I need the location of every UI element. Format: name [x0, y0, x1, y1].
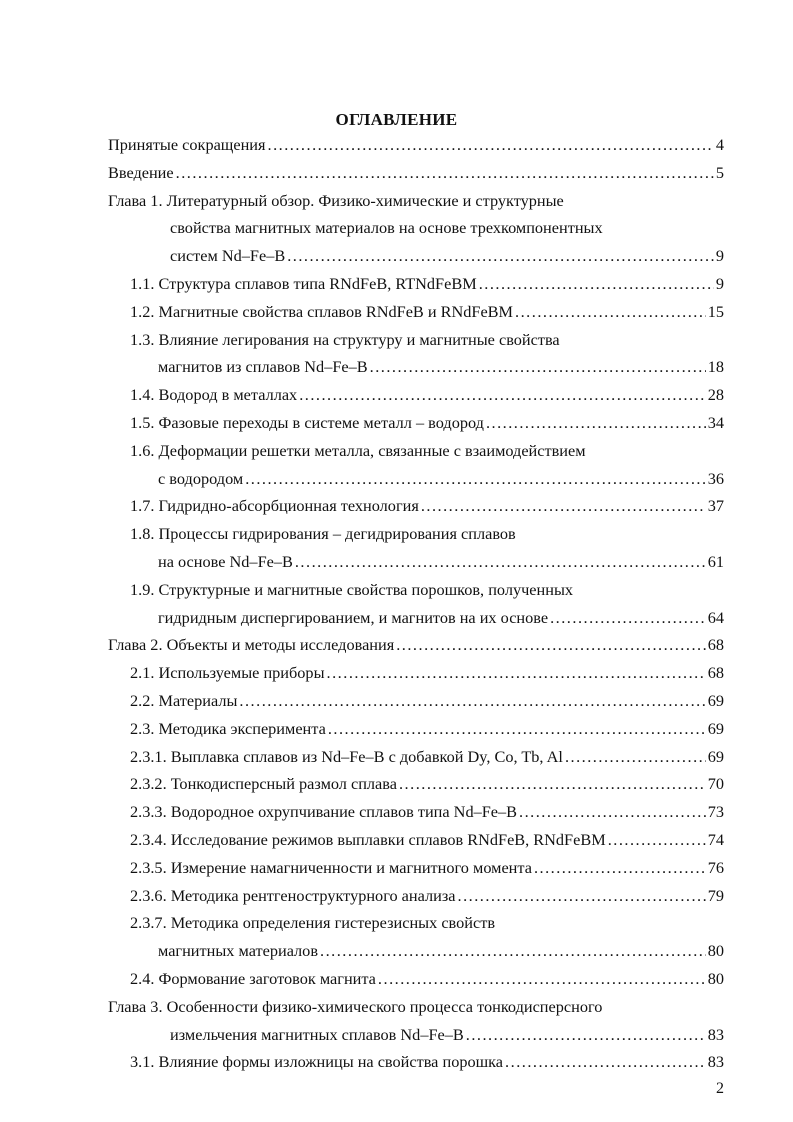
toc-entry[interactable] [130, 579, 724, 601]
toc-entry[interactable] [130, 885, 724, 907]
toc-entry[interactable] [130, 857, 724, 879]
toc-entry-continuation[interactable] [158, 468, 724, 490]
toc-entry-text: Глава 2. Объекты и методы исследования [108, 635, 395, 655]
toc-entry[interactable] [130, 773, 724, 795]
toc-page-number: 9 [715, 274, 724, 293]
toc-page-number: 69 [707, 746, 724, 766]
toc-page-number: 37 [707, 496, 724, 516]
toc-page-number: 74 [707, 830, 724, 849]
toc-entry[interactable] [130, 912, 724, 934]
toc-entry-text: 3.1. Влияние формы изложницы на свойства порошка [130, 1052, 504, 1072]
toc-entry-text: Введение [108, 162, 174, 182]
dot-leader [466, 1024, 706, 1046]
dot-leader [268, 134, 714, 156]
toc-entry[interactable] [130, 662, 724, 684]
toc-entry-text: на основе Nd–Fe–B [158, 552, 293, 571]
toc-page-number: 83 [707, 1024, 724, 1044]
toc-page-number: 83 [707, 1052, 724, 1072]
toc-entry-text: 1.1. Структура сплавов типа RNdFeB, RTNdFeBM [130, 274, 477, 293]
toc-entry[interactable] [108, 996, 724, 1018]
dot-leader [245, 468, 706, 490]
dot-leader [519, 801, 706, 823]
toc-entry-continuation[interactable] [170, 1024, 724, 1046]
toc-entry[interactable] [130, 523, 724, 545]
toc-page-number: 15 [707, 301, 724, 321]
toc-entry-text: 2.3.1. Выплавка сплавов из Nd–Fe–B с добавкой Dy, Co, Tb, Al [130, 746, 563, 766]
dot-leader [479, 273, 714, 295]
toc-entry-continuation[interactable] [170, 217, 724, 239]
toc-entry-text: 1.8. Процессы гидрирования – дегидрирования сплавов [130, 524, 516, 544]
toc-entry-text: 2.3.5. Измерение намагниченности и магнитного момента [130, 857, 532, 877]
toc-entry-text: 1.3. Влияние легирования на структуру и магнитные свойства [130, 329, 560, 349]
toc-entry[interactable] [130, 273, 724, 295]
toc-page-number: 28 [707, 385, 724, 405]
toc-entry-text: свойства магнитных материалов на основе трехкомпонентных [170, 218, 603, 238]
toc-page-number: 61 [707, 552, 724, 571]
dot-leader [534, 857, 706, 879]
dot-leader [421, 495, 706, 517]
dot-leader [396, 634, 706, 656]
toc-entry-text: 2.3.3. Водородное охрупчивание сплавов типа Nd–Fe–B [130, 802, 518, 822]
toc-page-number: 68 [707, 635, 724, 655]
toc-entry[interactable] [130, 801, 724, 823]
toc-entry-text: 1.2. Магнитные свойства сплавов RNdFeB и RNdFeBM [130, 301, 514, 321]
dot-leader [370, 356, 706, 378]
toc-entry[interactable] [130, 412, 724, 434]
toc-entry[interactable] [130, 1051, 724, 1073]
toc-entry-continuation[interactable] [158, 940, 724, 962]
dot-leader [515, 301, 706, 323]
toc-entry-text: 2.3. Методика эксперимента [130, 718, 326, 738]
toc-page-number: 5 [715, 162, 724, 182]
toc-entry[interactable] [130, 968, 724, 990]
toc-page-number: 76 [707, 857, 724, 877]
toc-page-number: 79 [707, 885, 724, 905]
toc-page-number: 34 [707, 413, 724, 432]
dot-leader [299, 384, 706, 406]
toc-entry[interactable] [108, 634, 724, 656]
toc-entry[interactable] [108, 134, 724, 156]
toc-entry-text: 2.3.6. Методика рентгеноструктурного анализа [130, 885, 456, 905]
toc-entry-continuation[interactable] [170, 245, 724, 267]
toc-entry-text: 2.1. Используемые приборы [130, 663, 325, 683]
toc-entry[interactable] [130, 329, 724, 351]
toc-page-number: 69 [707, 691, 724, 710]
dot-leader [565, 746, 706, 768]
toc-entry-text: 1.6. Деформации решетки металла, связанные с взаимодействием [130, 440, 586, 460]
toc-page-number: 4 [715, 135, 724, 154]
toc-entry-text: 1.9. Структурные и магнитные свойства порошков, полученных [130, 579, 574, 599]
dot-leader [550, 607, 706, 629]
toc-page-number: 69 [707, 718, 724, 738]
page-number: 2 [716, 1080, 724, 1097]
toc-entry[interactable] [130, 718, 724, 740]
toc-entry-text: 2.3.7. Методика определения гистерезисных свойств [130, 913, 496, 933]
dot-leader [608, 829, 706, 851]
toc-entry[interactable] [130, 384, 724, 406]
toc-entry-text: 1.5. Фазовые переходы в системе металл – водород [130, 413, 484, 432]
toc-entry[interactable] [108, 162, 724, 184]
toc-page-number: 64 [707, 607, 724, 627]
toc-entry-text: систем Nd–Fe–B [170, 246, 286, 266]
toc-entry[interactable] [130, 746, 724, 768]
dot-leader [486, 412, 706, 434]
dot-leader [399, 773, 706, 795]
dot-leader [458, 885, 706, 907]
toc-entry-continuation[interactable] [158, 607, 724, 629]
toc-entry-text: 2.2. Материалы [130, 691, 238, 710]
toc-entry-text: измельчения магнитных сплавов Nd–Fe–B [170, 1024, 464, 1044]
toc-entry[interactable] [108, 190, 724, 212]
toc-entry[interactable] [130, 301, 724, 323]
toc-entry-text: 2.3.2. Тонкодисперсный размол сплава [130, 774, 397, 794]
toc-entry-text: Глава 3. Особенности физико-химического процесса тонкодисперсного [108, 996, 603, 1016]
dot-leader [239, 690, 705, 712]
toc-title: ОГЛАВЛЕНИЕ [335, 110, 458, 129]
toc-page-number: 68 [707, 663, 724, 683]
dot-leader [505, 1051, 706, 1073]
toc-entry[interactable] [130, 829, 724, 851]
toc-entry-text: Глава 1. Литературный обзор. Физико-химические и структурные [108, 190, 564, 210]
dot-leader [327, 662, 706, 684]
toc-entry-text: магнитных материалов [158, 941, 319, 961]
dot-leader [328, 718, 706, 740]
dot-leader [287, 245, 714, 267]
dot-leader [176, 162, 714, 184]
toc-entry-continuation[interactable] [158, 356, 724, 378]
dot-leader [320, 940, 706, 962]
toc-page-number: 18 [707, 357, 724, 377]
toc-entry-text: 2.4. Формование заготовок магнита [130, 969, 376, 988]
dot-leader [378, 968, 706, 990]
dot-leader [295, 551, 706, 573]
toc-entry-text: гидридным диспергированием, и магнитов на их основе [158, 607, 549, 627]
toc-entry-text: Принятые сокращения [108, 135, 266, 154]
toc-page-number: 36 [707, 468, 724, 488]
toc-entry-text: магнитов из сплавов Nd–Fe–B [158, 357, 368, 377]
toc-page-number: 73 [707, 802, 724, 822]
toc-entry[interactable] [130, 495, 724, 517]
toc-entry-continuation[interactable] [158, 551, 724, 573]
toc-entry-text: 2.3.4. Исследование режимов выплавки сплавов RNdFeB, RNdFeBM [130, 830, 606, 849]
toc-entry[interactable] [130, 690, 724, 712]
toc-page-number: 9 [715, 246, 724, 266]
toc-entry-text: 1.7. Гидридно-абсорбционная технология [130, 496, 419, 516]
toc-entry-text: с водородом [158, 468, 244, 488]
toc-page-number: 80 [707, 969, 724, 988]
toc-page-number: 70 [707, 774, 724, 794]
toc-page-number: 80 [707, 941, 724, 961]
toc-entry-text: 1.4. Водород в металлах [130, 385, 298, 405]
toc-entry[interactable] [130, 440, 724, 462]
